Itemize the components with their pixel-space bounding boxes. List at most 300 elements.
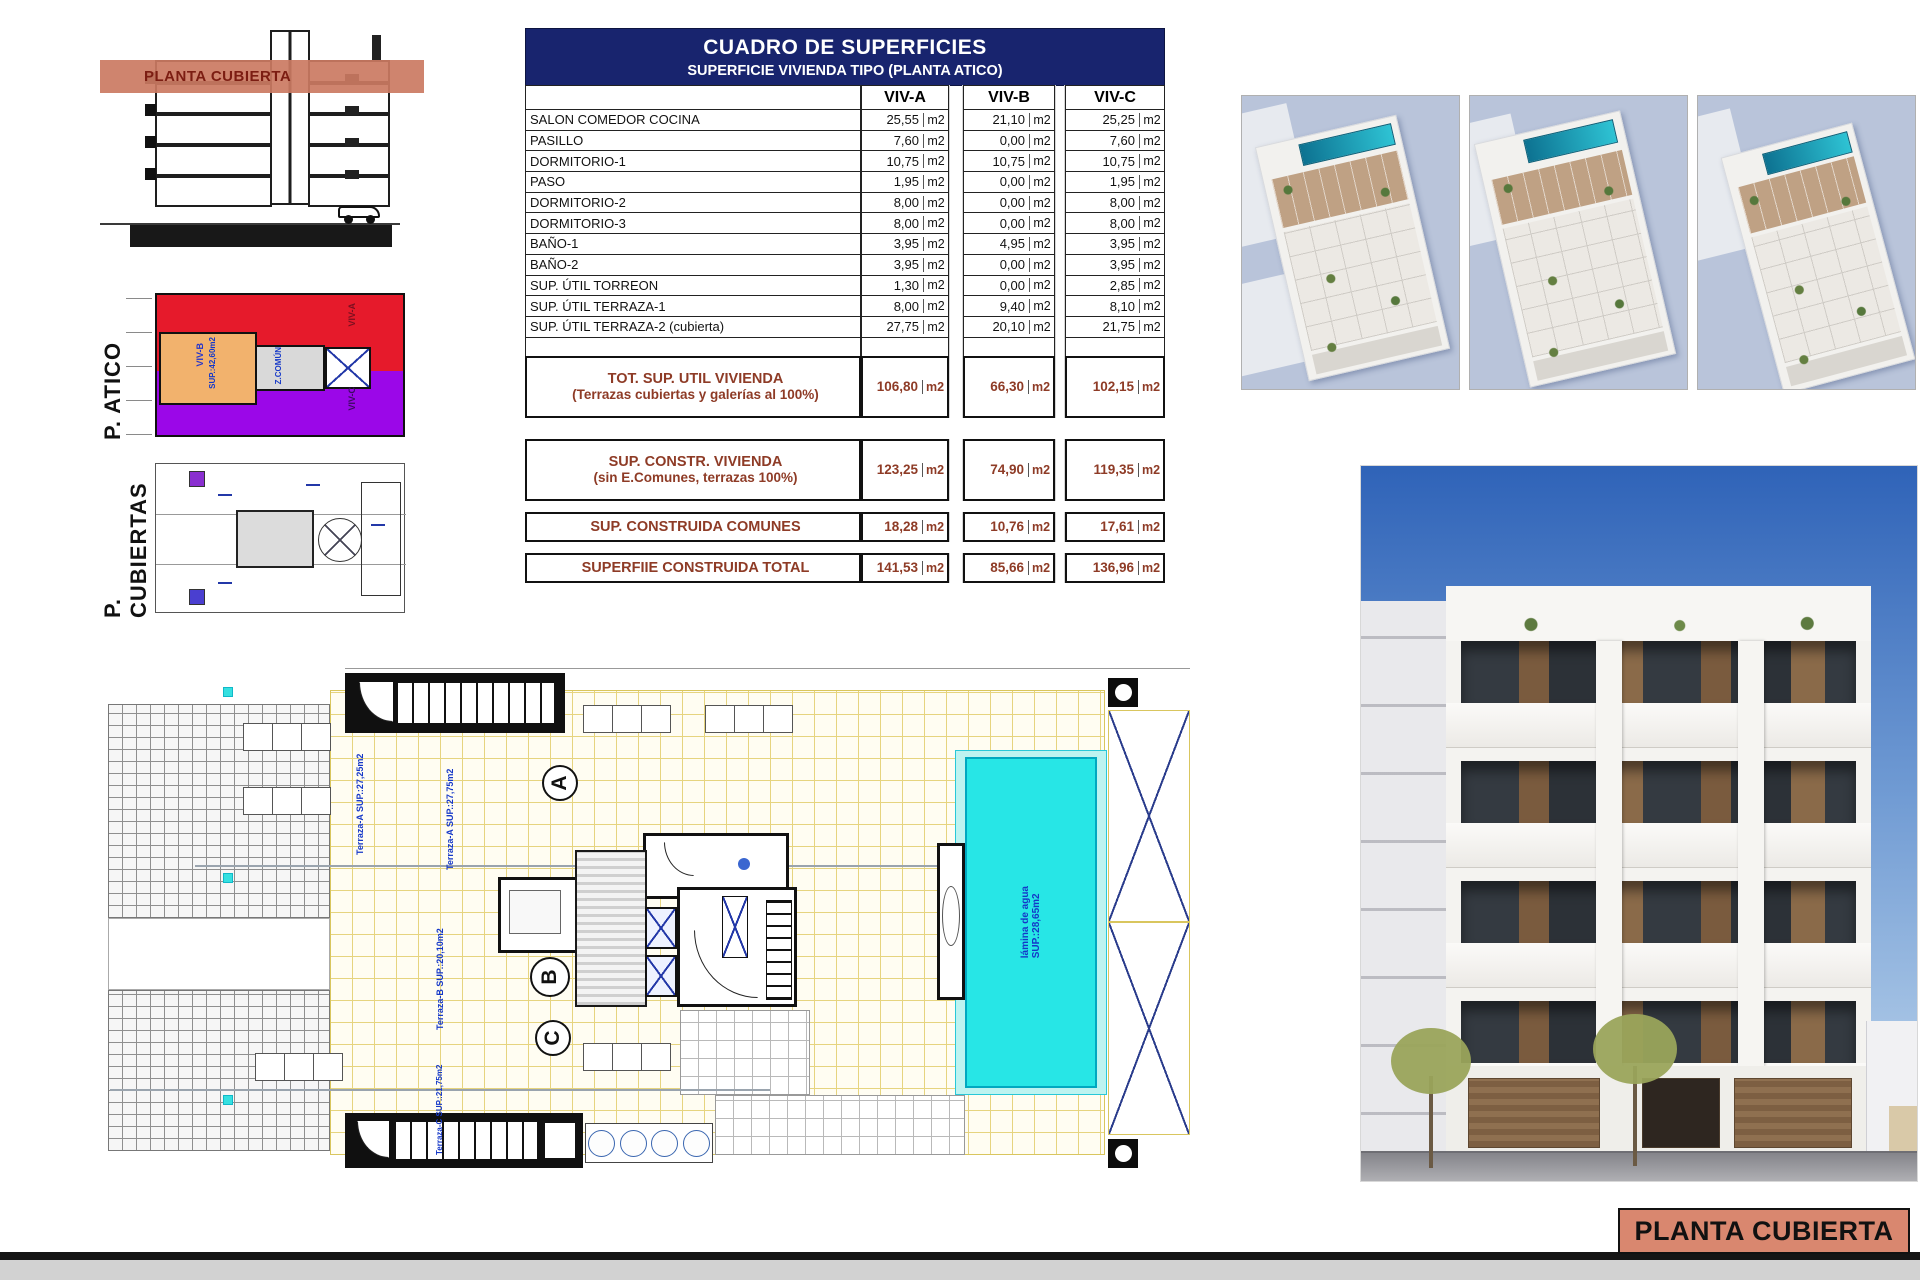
value-cell xyxy=(963,109,1055,131)
table-row xyxy=(525,254,1165,276)
unit-label: m2 xyxy=(1029,175,1054,189)
value-cell xyxy=(963,439,1055,501)
core-left-room xyxy=(498,877,578,953)
unit-label: m2 xyxy=(1028,463,1053,477)
value-cell xyxy=(1065,316,1165,338)
brace-panel-upper xyxy=(1108,710,1190,922)
unit-label: m2 xyxy=(1139,320,1164,334)
floor-window-strip xyxy=(1461,761,1856,823)
sun-loungers xyxy=(255,1053,343,1081)
unit-label: m2 xyxy=(1029,320,1054,334)
value-cell xyxy=(861,316,949,338)
value-cell xyxy=(1065,553,1165,583)
unit-label: m2 xyxy=(1029,154,1054,168)
unit-label: m2 xyxy=(1028,520,1053,534)
value-cell xyxy=(861,233,949,255)
water-tank xyxy=(620,1130,647,1157)
unit-label: m2 xyxy=(923,154,948,168)
row-label: PASO xyxy=(525,171,861,193)
unit-label: m2 xyxy=(1029,258,1054,272)
unit-label: m2 xyxy=(1139,134,1164,148)
value-cell xyxy=(963,356,1055,418)
value-cell xyxy=(861,356,949,418)
cubiertas-marker xyxy=(189,471,205,487)
survey-marker xyxy=(223,687,233,697)
row-label: DORMITORIO-1 xyxy=(525,150,861,172)
value-b: 10,75 xyxy=(992,153,1025,169)
total-a: 106,80 xyxy=(876,379,918,395)
value-c: 3,95 xyxy=(1109,257,1135,273)
total-label-cell xyxy=(525,439,861,501)
unit-label: m2 xyxy=(1138,561,1163,575)
unit-label: m2 xyxy=(923,299,948,313)
section-basement xyxy=(130,225,392,247)
car-wheel xyxy=(366,215,375,224)
section-window xyxy=(345,106,359,115)
value-a: 3,95 xyxy=(893,236,919,252)
swimming-pool xyxy=(965,757,1097,1088)
unit-label: m2 xyxy=(923,278,948,292)
roof-plants xyxy=(1722,123,1916,390)
terraza-a2-label: Terraza-A SUP.:27,75m2 xyxy=(445,768,455,870)
table-title: CUADRO DE SUPERFICIES xyxy=(703,36,987,59)
roof-level-band xyxy=(100,60,424,93)
value-b: 0,00 xyxy=(999,277,1025,293)
water-tank xyxy=(651,1130,678,1157)
column-gap xyxy=(949,356,963,418)
column-header-viv-a: VIV-A xyxy=(861,85,949,110)
unit-label: m2 xyxy=(923,175,948,189)
atico-viv-b-sup-label: SUP.:42,60m2 xyxy=(208,337,217,389)
dimension-line xyxy=(345,668,1190,669)
annotation-mark xyxy=(218,582,232,584)
table-row xyxy=(525,233,1165,255)
column-gap xyxy=(949,212,963,234)
value-cell xyxy=(1065,212,1165,234)
value-a: 25,55 xyxy=(886,112,919,128)
value-a: 10,75 xyxy=(886,153,919,169)
door-arc xyxy=(664,842,694,876)
garage-door xyxy=(1734,1078,1852,1148)
column-gap xyxy=(1055,171,1065,193)
value-cell xyxy=(861,150,949,172)
garage-door xyxy=(1468,1078,1600,1148)
value-b: 0,00 xyxy=(999,257,1025,273)
hatch-gap-band xyxy=(108,918,330,990)
value-c: 21,75 xyxy=(1102,319,1135,335)
value-cell xyxy=(861,439,949,501)
aerial-building xyxy=(1721,123,1916,390)
value-a: 1,30 xyxy=(893,277,919,293)
value-c: 8,00 xyxy=(1109,195,1135,211)
survey-marker xyxy=(223,1095,233,1105)
value-b: 9,40 xyxy=(999,298,1025,314)
roof-plants xyxy=(1475,111,1677,388)
total-c: 136,96 xyxy=(1092,560,1134,576)
terraza-a1-label: Terraza-A SUP.:27,25m2 xyxy=(355,753,365,855)
pool-equipment xyxy=(937,843,965,1000)
total-label: SUPERFIIE CONSTRUIDA TOTAL xyxy=(581,559,810,576)
value-cell xyxy=(963,553,1055,583)
column-gap xyxy=(1055,295,1065,317)
annotation-mark xyxy=(218,494,232,496)
blank-cell xyxy=(1065,337,1165,357)
column-gap xyxy=(1055,192,1065,214)
floor-window-strip xyxy=(1461,881,1856,943)
table-row xyxy=(525,275,1165,297)
value-cell xyxy=(1065,439,1165,501)
value-cell xyxy=(963,150,1055,172)
value-cell xyxy=(1065,512,1165,542)
total-label: SUP. CONSTR. VIVIENDA xyxy=(608,454,783,471)
column-gap xyxy=(1055,109,1065,131)
value-cell xyxy=(1065,192,1165,214)
cubiertas-torreon-outline xyxy=(361,482,401,596)
unit-label: m2 xyxy=(1139,237,1164,251)
total-a: 123,25 xyxy=(876,462,918,478)
column-gap xyxy=(949,109,963,131)
facade-pillar xyxy=(1738,641,1764,1066)
column-gap xyxy=(1055,150,1065,172)
row-label: BAÑO-1 xyxy=(525,233,861,255)
value-c: 8,00 xyxy=(1109,215,1135,231)
total-b: 74,90 xyxy=(990,462,1024,478)
equipment-circle xyxy=(942,886,960,946)
street xyxy=(1361,1151,1918,1182)
unit-label: m2 xyxy=(1139,175,1164,189)
row-label: SUP. ÚTIL TERRAZA-2 (cubierta) xyxy=(525,316,861,338)
value-cell xyxy=(1065,275,1165,297)
table-row xyxy=(525,212,1165,234)
atico-viv-c-label: VIV-C xyxy=(347,387,357,411)
column-gap xyxy=(1055,212,1065,234)
value-a: 8,00 xyxy=(893,215,919,231)
unit-label: m2 xyxy=(923,216,948,230)
total-constr-row xyxy=(525,439,1165,501)
value-cell xyxy=(861,553,949,583)
section-balcony xyxy=(145,168,156,180)
table-row xyxy=(525,295,1165,317)
sheet-title-box xyxy=(1618,1208,1910,1254)
stair-letter-c: C xyxy=(535,1020,571,1056)
section-balcony xyxy=(145,136,156,148)
table-row xyxy=(525,192,1165,214)
value-c: 1,95 xyxy=(1109,174,1135,190)
value-cell xyxy=(963,233,1055,255)
row-label: SALON COMEDOR COCINA xyxy=(525,109,861,131)
value-a: 3,95 xyxy=(893,257,919,273)
column-gap xyxy=(1055,254,1065,276)
value-cell xyxy=(963,316,1055,338)
cubiertas-elevator-circle xyxy=(318,518,362,562)
unit-label: m2 xyxy=(922,561,947,575)
pool-label-line2: SUP.:28,65m2 xyxy=(1031,893,1042,959)
cubiertas-plan-title: P. CUBIERTAS xyxy=(100,482,151,618)
elevator-shaft xyxy=(645,955,677,997)
value-b: 0,00 xyxy=(999,215,1025,231)
total-comunes-row xyxy=(525,512,1165,542)
core-stairwell xyxy=(677,887,797,1007)
table-row xyxy=(525,109,1165,131)
unit-label: m2 xyxy=(1029,113,1054,127)
section-chimney xyxy=(372,35,381,60)
total-b: 85,66 xyxy=(990,560,1024,576)
atico-key-plan xyxy=(155,293,405,437)
value-c: 2,85 xyxy=(1109,277,1135,293)
unit-label: m2 xyxy=(1138,463,1163,477)
column-gap xyxy=(949,150,963,172)
column-gap xyxy=(949,130,963,152)
value-cell xyxy=(963,295,1055,317)
attic-window-strip xyxy=(1461,641,1856,703)
facade-render xyxy=(1360,465,1918,1182)
value-b: 0,00 xyxy=(999,174,1025,190)
column-gap xyxy=(1055,553,1065,583)
unit-label: m2 xyxy=(923,320,948,334)
value-cell xyxy=(1065,130,1165,152)
value-b: 0,00 xyxy=(999,195,1025,211)
building-section-drawing xyxy=(100,30,424,280)
roof-vent xyxy=(1108,678,1138,707)
section-balcony xyxy=(145,104,156,116)
value-b: 0,00 xyxy=(999,133,1025,149)
unit-label: m2 xyxy=(923,134,948,148)
table-row xyxy=(525,316,1165,338)
balcony-parapet xyxy=(1446,703,1871,748)
total-label: TOT. SUP. UTIL VIVIENDA xyxy=(607,371,784,388)
stair-treads-vertical xyxy=(766,900,792,1000)
table-subtitle: SUPERFICIE VIVIENDA TIPO (PLANTA ATICO) xyxy=(687,63,1003,79)
unit-label: m2 xyxy=(1139,216,1164,230)
sun-loungers xyxy=(243,787,331,815)
value-a: 8,00 xyxy=(893,195,919,211)
stair-treads xyxy=(393,1121,538,1160)
tree-foliage xyxy=(1593,1014,1677,1084)
column-gap xyxy=(1055,337,1065,357)
total-a: 18,28 xyxy=(884,519,918,535)
table-row xyxy=(525,150,1165,172)
unit-label: m2 xyxy=(1029,216,1054,230)
table-header-band xyxy=(525,28,1165,86)
white-tile-area xyxy=(680,1010,810,1095)
row-label: SUP. ÚTIL TERRAZA-1 xyxy=(525,295,861,317)
column-gap xyxy=(1055,512,1065,542)
brace-panel-lower xyxy=(1108,922,1190,1135)
value-cell xyxy=(861,130,949,152)
header-empty-cell xyxy=(525,85,861,110)
annotation-mark xyxy=(306,484,320,486)
roof-vent xyxy=(1108,1139,1138,1168)
section-stair-tower xyxy=(270,30,310,205)
total-b: 10,76 xyxy=(990,519,1024,535)
column-gap xyxy=(1055,85,1065,110)
atico-common-core xyxy=(255,345,325,391)
surface-area-table xyxy=(525,28,1165,583)
value-cell xyxy=(963,254,1055,276)
row-label: BAÑO-2 xyxy=(525,254,861,276)
entrance-door xyxy=(1642,1078,1720,1148)
stair-letter-a: A xyxy=(542,765,578,801)
sheet-footer-strip xyxy=(0,1260,1920,1280)
unit-label: m2 xyxy=(1139,278,1164,292)
row-label: DORMITORIO-3 xyxy=(525,212,861,234)
value-cell xyxy=(1065,109,1165,131)
value-c: 7,60 xyxy=(1109,133,1135,149)
value-cell xyxy=(963,130,1055,152)
white-tile-area xyxy=(715,1095,965,1155)
terraza-c-label: Terraza-C SUP.:21,75m2 xyxy=(435,1064,444,1155)
total-util-row xyxy=(525,356,1165,418)
survey-marker xyxy=(223,873,233,883)
door-arc xyxy=(357,1121,389,1158)
value-a: 1,95 xyxy=(893,174,919,190)
roof-terrace-band xyxy=(1446,586,1871,641)
unit-label: m2 xyxy=(1029,237,1054,251)
total-c: 102,15 xyxy=(1092,379,1134,395)
column-header-row xyxy=(525,85,1165,110)
unit-label: m2 xyxy=(922,520,947,534)
total-grand-row xyxy=(525,553,1165,583)
value-cell xyxy=(1065,171,1165,193)
stair-letter-b: B xyxy=(530,957,570,997)
row-label: PASILLO xyxy=(525,130,861,152)
roof-band-label: PLANTA CUBIERTA xyxy=(144,68,292,85)
atico-viv-b-label: VIV-B xyxy=(195,343,205,367)
unit-label: m2 xyxy=(1138,520,1163,534)
pool-label-line1: lámina de agua xyxy=(1020,886,1031,959)
value-cell xyxy=(1065,356,1165,418)
total-b: 66,30 xyxy=(990,379,1024,395)
stair-block-top xyxy=(345,673,565,733)
fixture xyxy=(509,890,561,934)
sun-loungers xyxy=(583,1043,671,1071)
section-window xyxy=(345,170,359,179)
atico-plan-title: P. ATICO xyxy=(100,341,125,440)
total-c: 119,35 xyxy=(1093,462,1134,478)
table-gap xyxy=(525,418,1165,440)
value-c: 25,25 xyxy=(1102,112,1135,128)
value-b: 20,10 xyxy=(992,319,1025,335)
column-gap xyxy=(949,295,963,317)
terraza-b-label: Terraza-B SUP.:20,10m2 xyxy=(435,928,445,1030)
unit-label: m2 xyxy=(923,258,948,272)
sun-loungers xyxy=(243,723,331,751)
value-cell xyxy=(1065,233,1165,255)
column-header-viv-b: VIV-B xyxy=(963,85,1055,110)
value-c: 8,10 xyxy=(1109,298,1135,314)
value-cell xyxy=(861,192,949,214)
value-cell xyxy=(861,212,949,234)
column-gap xyxy=(1055,130,1065,152)
blank-row xyxy=(525,337,1165,357)
value-cell xyxy=(963,275,1055,297)
total-label-cell xyxy=(525,512,861,542)
elevator-shaft xyxy=(645,907,677,949)
value-c: 10,75 xyxy=(1102,153,1135,169)
aerial-building xyxy=(1474,110,1676,387)
roof-plan-drawing xyxy=(105,665,1205,1195)
value-b: 4,95 xyxy=(999,236,1025,252)
unit-label: m2 xyxy=(922,463,947,477)
sun-loungers xyxy=(705,705,793,733)
value-cell xyxy=(963,171,1055,193)
column-gap xyxy=(949,192,963,214)
stair-block-bottom xyxy=(345,1113,583,1168)
stair-treads xyxy=(395,682,555,724)
value-a: 27,75 xyxy=(886,319,919,335)
water-tank xyxy=(683,1130,710,1157)
total-sublabel: (sin E.Comunes, terrazas 100%) xyxy=(593,470,798,486)
column-gap xyxy=(1055,316,1065,338)
total-label: SUP. CONSTRUIDA COMUNES xyxy=(590,518,801,535)
column-gap xyxy=(949,316,963,338)
value-cell xyxy=(861,171,949,193)
value-b: 21,10 xyxy=(992,112,1025,128)
value-a: 8,00 xyxy=(893,298,919,314)
atico-dimension-ticks xyxy=(126,295,152,435)
unit-label: m2 xyxy=(1139,154,1164,168)
sun-loungers xyxy=(583,705,671,733)
column-gap xyxy=(1055,275,1065,297)
unit-label: m2 xyxy=(1029,299,1054,313)
stair-curve xyxy=(694,930,758,998)
unit-label: m2 xyxy=(1139,113,1164,127)
value-cell xyxy=(1065,254,1165,276)
column-gap xyxy=(949,553,963,583)
value-cell xyxy=(1065,295,1165,317)
column-gap xyxy=(949,439,963,501)
section-window xyxy=(345,138,359,147)
column-gap xyxy=(949,85,963,110)
column-gap xyxy=(949,171,963,193)
unit-label: m2 xyxy=(1029,134,1054,148)
column-gap xyxy=(949,233,963,255)
value-c: 3,95 xyxy=(1109,236,1135,252)
column-header-viv-c: VIV-C xyxy=(1065,85,1165,110)
atico-viv-a-label: VIV-A xyxy=(347,303,357,327)
blank-cell xyxy=(963,337,1055,357)
tree-foliage xyxy=(1391,1028,1471,1094)
value-cell xyxy=(963,512,1055,542)
column-gap xyxy=(1055,356,1065,418)
column-gap xyxy=(949,275,963,297)
value-cell xyxy=(861,512,949,542)
total-a: 141,53 xyxy=(876,560,918,576)
unit-label: m2 xyxy=(1029,196,1054,210)
tank-row xyxy=(585,1123,713,1163)
value-cell xyxy=(861,254,949,276)
column-gap xyxy=(949,254,963,276)
atico-core-label: Z.COMÚN xyxy=(274,347,283,385)
unit-label: m2 xyxy=(923,237,948,251)
aerial-render-1 xyxy=(1241,95,1460,390)
unit-label: m2 xyxy=(923,196,948,210)
annotation-mark xyxy=(371,524,385,526)
unit-label: m2 xyxy=(1028,561,1053,575)
cubiertas-common-core xyxy=(236,510,314,568)
total-sublabel: (Terrazas cubiertas y galerías al 100%) xyxy=(572,387,819,403)
aerial-render-2 xyxy=(1469,95,1688,390)
table-row xyxy=(525,171,1165,193)
cubiertas-key-plan xyxy=(155,463,405,613)
pool-label xyxy=(1020,886,1042,958)
value-cell xyxy=(861,275,949,297)
value-cell xyxy=(861,109,949,131)
unit-label: m2 xyxy=(1139,258,1164,272)
aerial-render-3 xyxy=(1697,95,1916,390)
total-c: 17,61 xyxy=(1100,519,1134,535)
ground-floor xyxy=(1446,1066,1871,1151)
